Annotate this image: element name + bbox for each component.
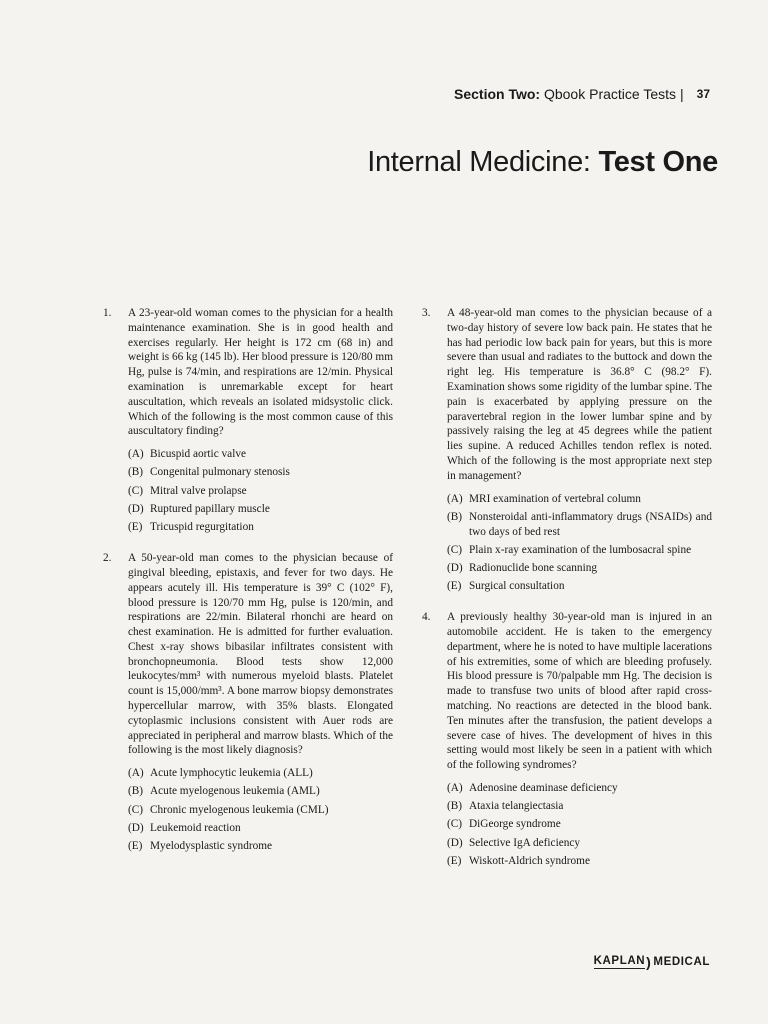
option-text: Wiskott-Aldrich syndrome <box>469 854 590 867</box>
section-title: Qbook Practice Tests <box>543 86 676 102</box>
option-letter: (D) <box>447 836 463 849</box>
page-title <box>367 146 718 179</box>
option-text: Acute lymphocytic leukemia (ALL) <box>150 767 313 780</box>
section-label: Section Two: <box>454 86 541 102</box>
answer-option <box>128 502 393 517</box>
option-text: Plain x-ray examination of the lumbosacral spine <box>469 543 692 556</box>
answer-option <box>128 766 393 781</box>
option-text: Congenital pulmonary stenosis <box>150 466 290 479</box>
answer-option <box>447 799 712 814</box>
answer-options <box>128 766 393 854</box>
question-1 <box>103 306 393 538</box>
option-letter: (A) <box>447 782 463 795</box>
option-text: Adenosine deaminase deficiency <box>469 782 618 795</box>
answer-option <box>128 821 393 836</box>
option-letter: (E) <box>447 854 462 867</box>
question-2 <box>103 551 393 857</box>
answer-options <box>447 781 712 869</box>
option-text: Nonsteroidal anti-inflammatory drugs (NSAIDs) and two days of bed rest <box>469 510 712 538</box>
option-text: Bicuspid aortic valve <box>150 448 246 461</box>
question-stem: A 23-year-old woman comes to the physician for a health maintenance examination. She is in good health and exercises regularly. Her height is 172 cm (68 in) and weight is 66 kg (145 lb). Her blood pressure is 120/80 mm Hg, pulse is 74/min, and respirations are 12/min. Physical examination is unremarkable except for heart auscultation, which reveals an isolated midsystolic click. Which of the following is the most common cause of this auscultatory finding? <box>128 307 393 438</box>
option-text: Myelodysplastic syndrome <box>150 840 273 853</box>
answer-option <box>128 784 393 799</box>
answer-options <box>128 447 393 535</box>
option-letter: (D) <box>128 821 144 834</box>
option-text: Leukemoid reaction <box>150 821 241 834</box>
answer-option <box>447 579 712 594</box>
option-letter: (E) <box>128 520 143 533</box>
question-3 <box>422 306 712 597</box>
option-text: MRI examination of vertebral column <box>469 492 641 505</box>
answer-option <box>447 836 712 851</box>
answer-option <box>447 854 712 869</box>
option-letter: (D) <box>447 561 463 574</box>
answer-option <box>128 484 393 499</box>
option-text: Ruptured papillary muscle <box>150 502 270 515</box>
option-text: Acute myelogenous leukemia (AML) <box>150 785 320 798</box>
option-letter: (A) <box>128 767 144 780</box>
option-letter: (D) <box>128 502 144 515</box>
question-number: 4. <box>422 611 431 624</box>
option-text: DiGeorge syndrome <box>469 818 561 831</box>
logo-paren: ) <box>646 954 652 970</box>
option-letter: (E) <box>128 840 143 853</box>
answer-option <box>447 781 712 796</box>
logo-division: MEDICAL <box>653 956 710 968</box>
option-letter: (B) <box>128 785 144 798</box>
option-text: Chronic myelogenous leukemia (CML) <box>150 803 329 816</box>
question-number: 2. <box>103 552 112 565</box>
left-column <box>103 306 393 870</box>
question-stem: A 50-year-old man comes to the physician because of gingival bleeding, epistaxis, and fever for two days. He appears acutely ill. His temperature is 39° C (102° F), blood pressure is 120/70 mm Hg, pulse is 120/min, and respirations are 22/min. Bilateral rhonchi are heard on chest examination. He is admitted for further evaluation. Chest x-ray shows bibasilar infiltrates consistent with bronchopneumonia. Blood tests show 12,000 leukocytes/mm³ with numerous myeloid blasts. Platelet count is 15,000/mm³. A bone marrow biopsy demonstrates hypercellular marrow, with 35% blasts. Elongated cytoplasmic inclusions consistent with Auer rods are appreciated in peripheral and marrow blasts. Which of the following is the most likely diagnosis? <box>128 552 393 757</box>
option-text: Selective IgA deficiency <box>469 836 581 849</box>
question-number: 3. <box>422 307 431 319</box>
option-text: Tricuspid regurgitation <box>150 520 254 533</box>
option-text: Radionuclide bone scanning <box>469 561 598 574</box>
option-letter: (E) <box>447 580 462 593</box>
answer-option <box>128 839 393 854</box>
question-stem: A previously healthy 30-year-old man is injured in an automobile accident. He is taken to the emergency department, where he is noted to have multiple lacerations of his extremities, some of which are bleeding profusely. His blood pressure is 70/palpable mm Hg. The decision is made to transfuse two units of blood after rapid cross-matching. No reactions are detected in the blood bank. Ten minutes after the transfusion, the patient develops a severe case of hives. The development of hives in this setting would most likely be seen in a patient with which of the following syndromes? <box>447 611 712 772</box>
right-column <box>422 306 712 885</box>
answer-option <box>447 561 712 576</box>
option-text: Ataxia telangiectasia <box>469 800 564 813</box>
option-letter: (C) <box>128 484 144 497</box>
page-number: 37 <box>696 87 710 101</box>
option-letter: (A) <box>128 448 144 461</box>
answer-option <box>447 817 712 832</box>
answer-option <box>447 510 712 540</box>
answer-option <box>128 447 393 462</box>
title-subject: Internal Medicine: <box>367 146 591 178</box>
question-number: 1. <box>103 307 112 319</box>
answer-option <box>447 543 712 558</box>
option-letter: (C) <box>447 543 463 556</box>
option-letter: (C) <box>447 818 463 831</box>
option-text: Mitral valve prolapse <box>150 484 247 497</box>
kaplan-medical-logo <box>594 954 710 970</box>
running-header <box>454 86 710 102</box>
question-4 <box>422 610 712 872</box>
option-letter: (B) <box>128 466 144 479</box>
option-letter: (B) <box>447 800 463 813</box>
title-test: Test One <box>598 146 718 178</box>
answer-option <box>128 465 393 480</box>
logo-brand: KAPLAN <box>593 955 646 967</box>
answer-option <box>128 803 393 818</box>
answer-options <box>447 492 712 594</box>
option-letter: (A) <box>447 492 463 505</box>
question-stem: A 48-year-old man comes to the physician because of a two-day history of severe low back pain. He states that he has had periodic low back pain for years, but this is more severe than usual and radiates to the buttock and down the right leg. His temperature is 36.8° C (98.2° F). Examination shows some rigidity of the lumbar spine. The pain is exacerbated by applying pressure on the paravertebral region in the lower lumbar spine and by passively raising the leg at 45 degrees while the patient lies supine. A reduced Achilles tendon reflex is noted. Which of the following is the most appropriate next step in management? <box>447 307 712 482</box>
answer-option <box>447 492 712 507</box>
header-separator: | <box>680 86 684 102</box>
answer-option <box>128 520 393 535</box>
option-letter: (C) <box>128 803 144 816</box>
option-text: Surgical consultation <box>469 580 565 593</box>
option-letter: (B) <box>447 510 463 523</box>
